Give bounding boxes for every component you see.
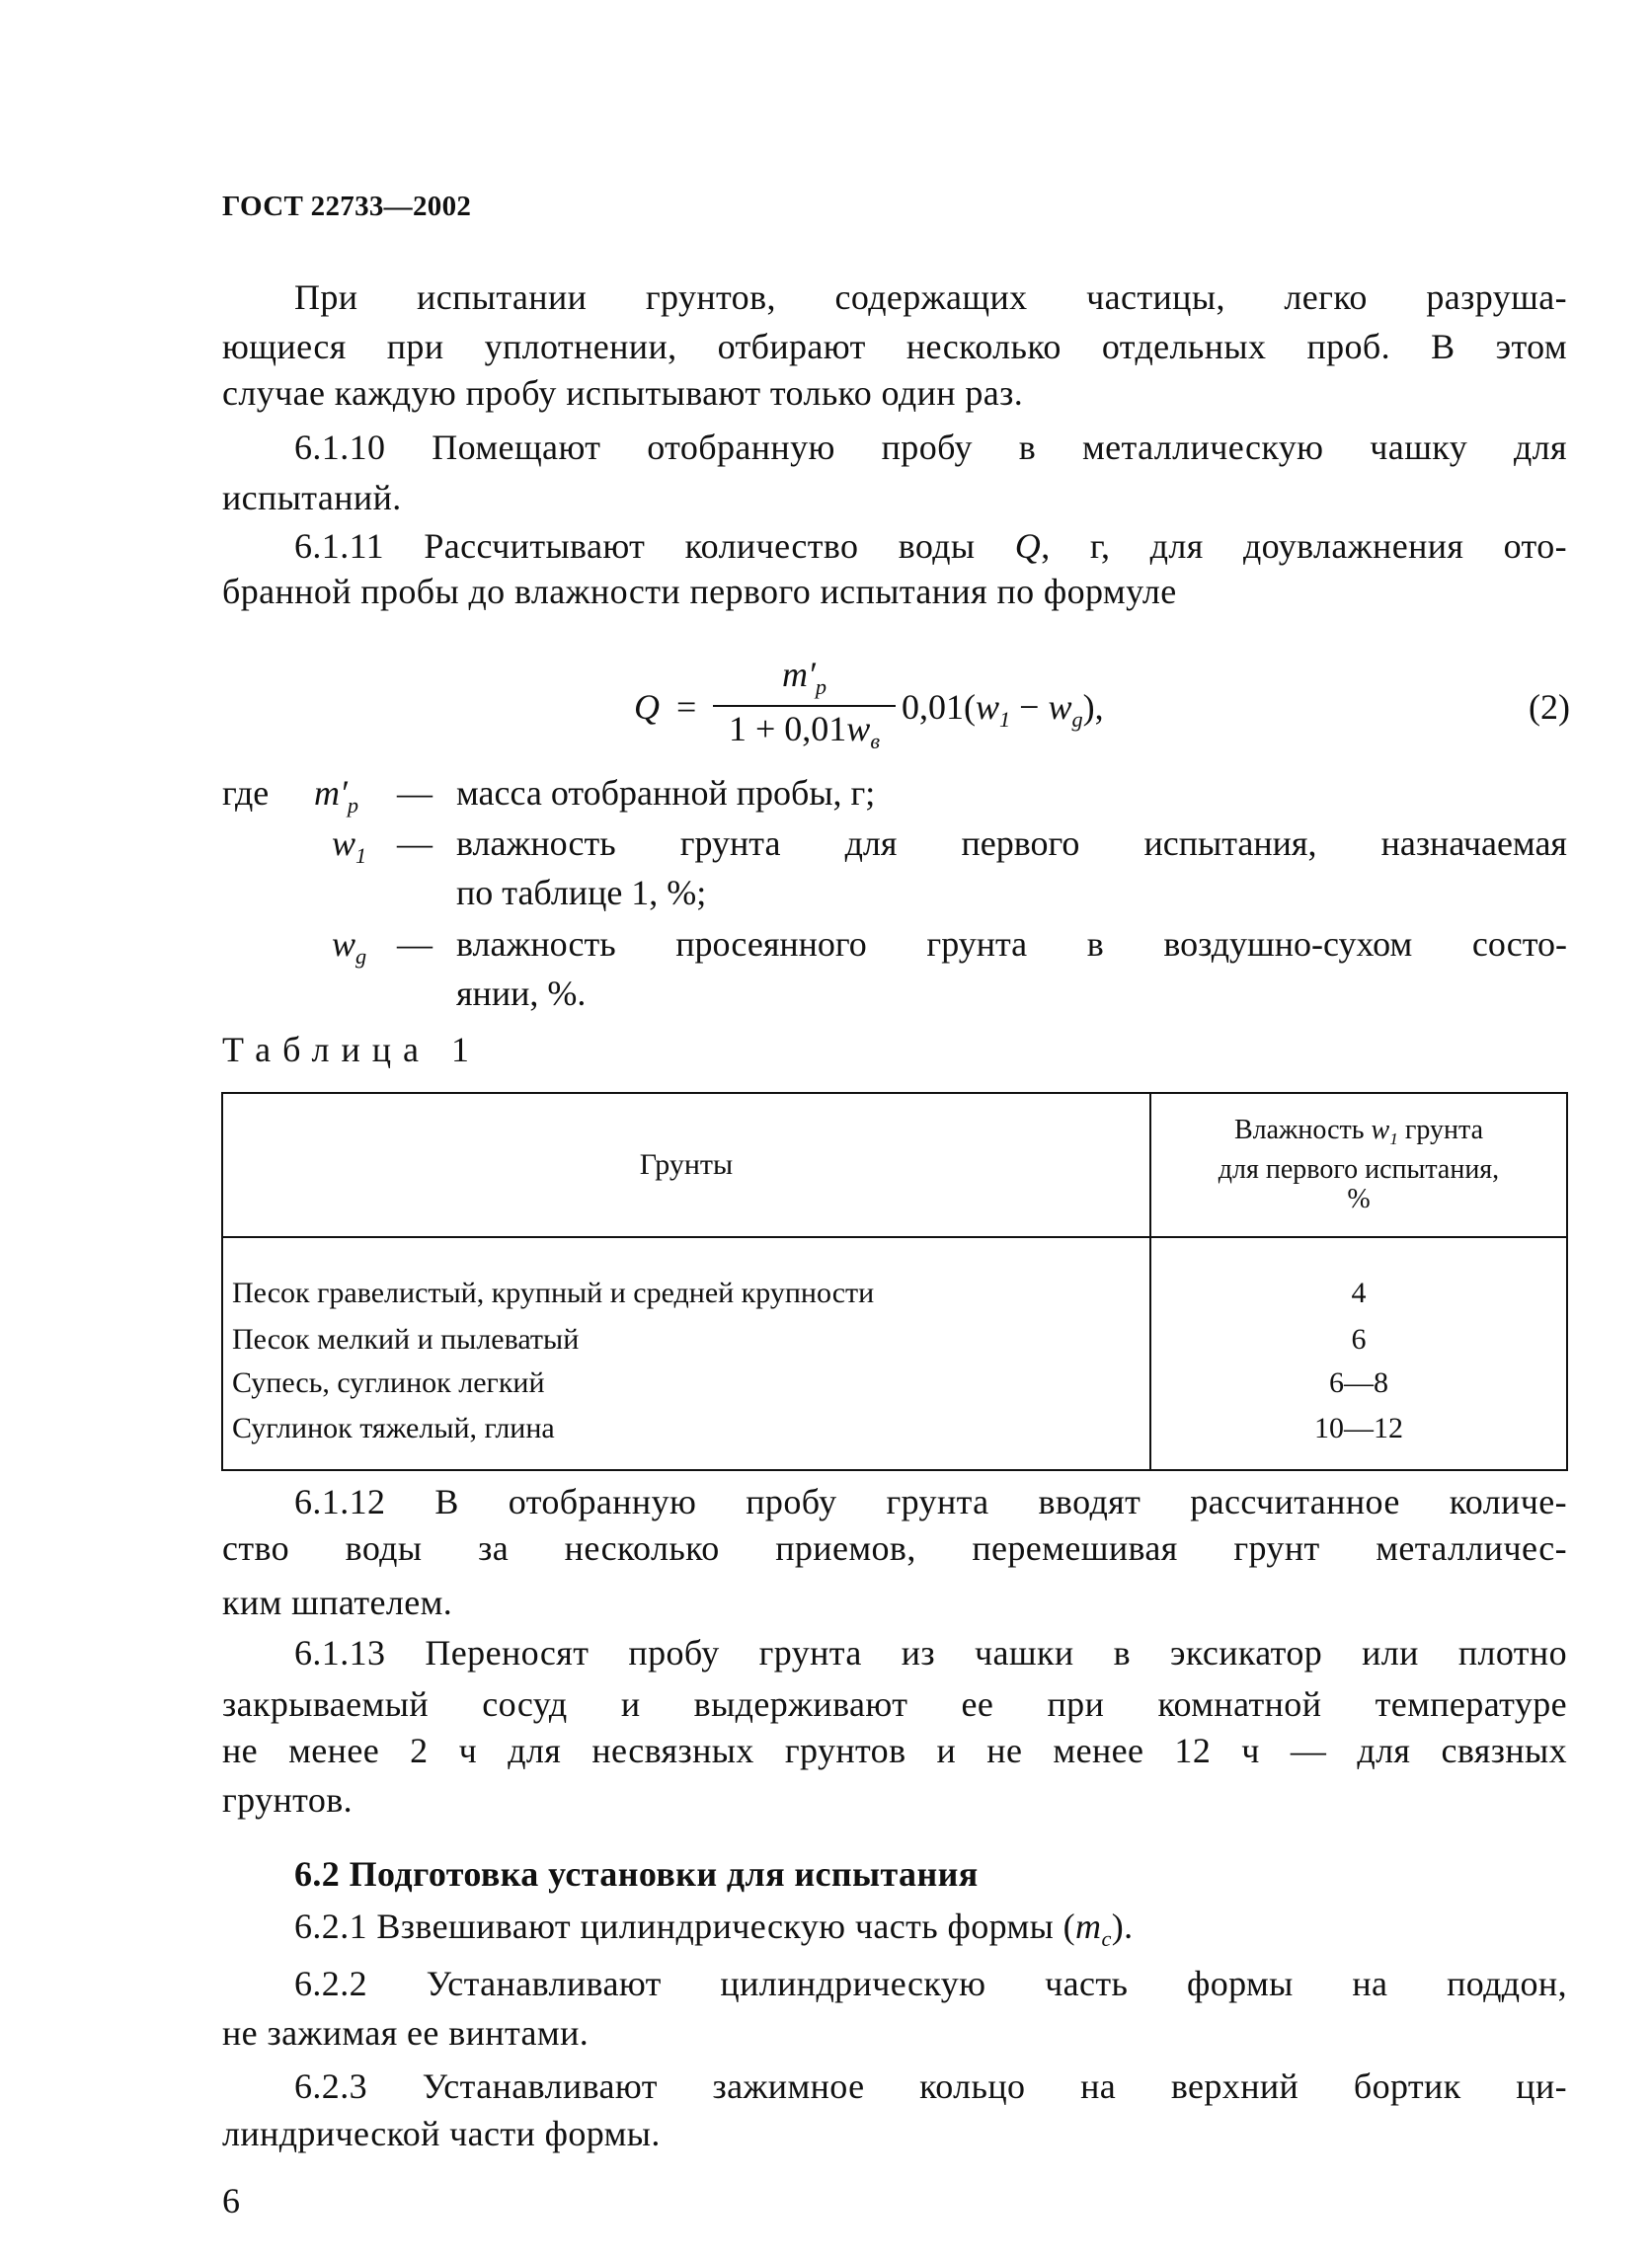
clause-6-2-1 <box>294 1902 1567 1951</box>
formula-lhs: Q <box>634 687 660 727</box>
section-heading-6-2: 6.2 Подготовка установки для испытания <box>294 1854 979 1894</box>
text: Влажность <box>1233 1115 1372 1146</box>
subscript: p <box>347 792 359 818</box>
cell-moisture: 10—12 <box>1150 1405 1567 1470</box>
paragraph-line: случае каждую пробу испытывают только один раз. <box>222 373 1024 413</box>
clause-6-2-2: 6.2.2 Устанавливают цилиндрическую часть формы на поддон, <box>294 1964 1567 2003</box>
minus: − <box>1010 687 1049 727</box>
subscript: c <box>1101 1925 1112 1951</box>
paragraph-line: ство воды за несколько приемов, перемешивая грунт металличес- <box>222 1528 1567 1568</box>
subscript: 1 <box>355 842 367 868</box>
formula-factor <box>902 686 1104 733</box>
symbol-m: m <box>1075 1907 1102 1946</box>
cell-soil: Песок мелкий и пылеватый <box>222 1317 1150 1362</box>
cell-soil: Песок гравелистый, крупный и средней крупности <box>222 1237 1150 1317</box>
paragraph-line: ющиеся при уплотнении, отбирают несколько отдельных проб. В этом <box>222 327 1567 366</box>
paragraph-line: бранной пробы до влажности первого испытания по формуле <box>222 572 1177 611</box>
where-symbol-w1 <box>332 818 366 881</box>
cell-moisture: 4 <box>1150 1237 1567 1317</box>
clause-6-2-3: 6.2.3 Устанавливают зажимное кольцо на верхний бортик ци- <box>294 2066 1567 2106</box>
formula-equals: = <box>676 687 697 727</box>
subscript: 1 <box>1389 1129 1398 1149</box>
where-dash: — <box>397 773 433 813</box>
symbol-w: w <box>1048 687 1072 727</box>
clause-6-1-11 <box>294 521 1567 571</box>
paragraph-line: не зажимая ее винтами. <box>222 2013 590 2053</box>
where-desc: влажность просеянного грунта в воздушно-сухом состо- <box>456 924 1567 964</box>
text: 1 + 0,01 <box>728 709 847 748</box>
formula-numerator <box>713 655 896 707</box>
paragraph-line: испытаний. <box>222 478 402 517</box>
text: ). <box>1111 1907 1134 1946</box>
where-dash: — <box>397 823 433 863</box>
symbol-q: Q <box>1014 526 1042 566</box>
where-desc: влажность грунта для первого испытания, назначаемая <box>456 823 1567 863</box>
where-desc: по таблице 1, %; <box>456 873 707 912</box>
cell-soil: Суглинок тяжелый, глина <box>222 1405 1150 1470</box>
header-line: % <box>1347 1183 1371 1214</box>
text: грунта <box>1397 1115 1484 1146</box>
clause-6-1-10: 6.1.10 Помещают отобранную пробу в металлическую чашку для <box>294 428 1567 467</box>
symbol: w <box>332 924 356 964</box>
table-row <box>222 1237 1567 1317</box>
cell-soil: Супесь, суглинок легкий <box>222 1362 1150 1406</box>
table-caption: Таблица 1 <box>222 1030 481 1069</box>
table-header-row <box>222 1093 1567 1237</box>
symbol-m-prime: m′ <box>781 655 816 694</box>
where-dash: — <box>397 924 433 964</box>
subscript: p <box>815 673 827 699</box>
subscript: g <box>355 943 367 969</box>
table-row <box>222 1317 1567 1362</box>
header-line <box>1151 1116 1566 1154</box>
where-label: где <box>222 773 270 813</box>
formula-number: (2) <box>1529 687 1570 727</box>
text: 6.1.11 Рассчитывают количество воды <box>294 526 1015 566</box>
where-symbol-wg <box>332 919 366 981</box>
formula-denominator <box>713 709 896 761</box>
subscript: 1 <box>999 706 1011 732</box>
fraction-bar <box>713 705 896 707</box>
table-row <box>222 1405 1567 1470</box>
table-1 <box>221 1092 1568 1471</box>
text: , г, для доувлажнения ото- <box>1041 526 1567 566</box>
cell-moisture: 6 <box>1150 1317 1567 1362</box>
text: ), <box>1082 687 1104 727</box>
column-header-soils: Грунты <box>222 1093 1150 1237</box>
where-desc: янии, %. <box>456 973 587 1013</box>
paragraph-line: линдрической части формы. <box>222 2114 661 2153</box>
paragraph-line: не менее 2 ч для несвязных грунтов и не менее 12 ч — для связных <box>222 1731 1567 1770</box>
paragraph-line: ким шпателем. <box>222 1583 453 1622</box>
paragraph-line: При испытании грунтов, содержащих частицы, легко разруша- <box>294 277 1567 317</box>
paragraph-line: закрываемый сосуд и выдерживают ее при комнатной температуре <box>222 1684 1567 1724</box>
paragraph-line: грунтов. <box>222 1780 354 1820</box>
page-number: 6 <box>222 2181 240 2220</box>
symbol: w <box>332 823 356 863</box>
clause-6-1-13: 6.1.13 Переносят пробу грунта из чашки в эксикатор или плотно <box>294 1633 1567 1673</box>
text: 0,01( <box>902 687 976 727</box>
where-desc: масса отобранной пробы, г; <box>456 773 876 813</box>
text: 6.2.1 Взвешивают цилиндрическую часть формы ( <box>294 1907 1076 1946</box>
symbol-w: w <box>1371 1115 1390 1146</box>
cell-moisture: 6—8 <box>1150 1362 1567 1406</box>
symbol-w: w <box>846 709 871 748</box>
header-line: для первого испытания, <box>1218 1153 1500 1185</box>
clause-6-1-12: 6.1.12 В отобранную пробу грунта вводят рассчитанное количе- <box>294 1482 1567 1521</box>
column-header-moisture <box>1150 1093 1567 1237</box>
document-header: ГОСТ 22733—2002 <box>222 191 472 222</box>
symbol-w: w <box>976 687 1000 727</box>
formula-2 <box>622 647 1570 755</box>
symbol: m′ <box>314 773 348 813</box>
subscript: g <box>1071 706 1083 732</box>
subscript: в <box>870 728 880 753</box>
table-row <box>222 1362 1567 1406</box>
formula-fraction <box>713 655 896 753</box>
